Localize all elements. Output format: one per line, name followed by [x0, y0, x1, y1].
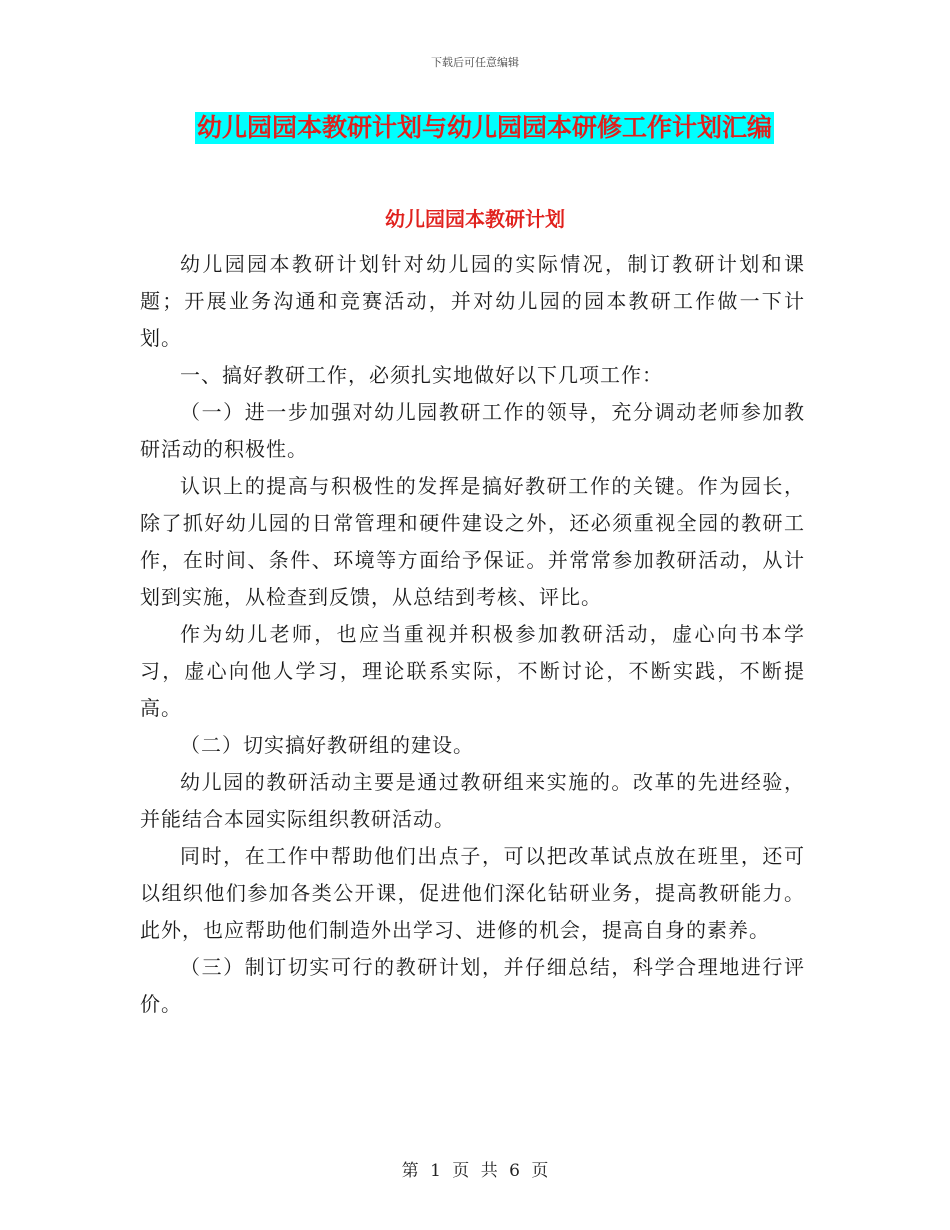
paragraph-subheading-3: （三）制订切实可行的教研计划，并仔细总结，科学合理地进行评价。: [140, 955, 805, 1016]
document-body: [140, 246, 805, 1023]
header-note: 下载后可任意编辑: [431, 56, 519, 69]
paragraph-subheading-1: （一）进一步加强对幼儿园教研工作的领导，充分调动老师参加教研活动的积极性。: [140, 400, 805, 461]
paragraph-body: 作为幼儿老师，也应当重视并积极参加教研活动，虚心向书本学习，虚心向他人学习，理论联系实际，不断讨论，不断实践，不断提高。: [140, 622, 805, 720]
paragraph-intro: 幼儿园园本教研计划针对幼儿园的实际情况，制订教研计划和课题；开展业务沟通和竞赛活动，并对幼儿园的园本教研工作做一下计划。: [140, 252, 805, 350]
paragraph-heading-1: 一、搞好教研工作，必须扎实地做好以下几项工作：: [180, 363, 663, 387]
paragraph-subheading-2: （二）切实搞好教研组的建设。: [180, 733, 474, 757]
paragraph-body: 认识上的提高与积极性的发挥是搞好教研工作的关键。作为园长，除了抓好幼儿园的日常管理和硬件建设之外，还必须重视全园的教研工作，在时间、条件、环境等方面给予保证。并常常参加教研活动，从计划到实施，从检查到反馈，从总结到考核、评比。: [140, 474, 805, 609]
section-title: 幼儿园园本教研计划: [385, 207, 565, 231]
page-number-footer: 第 1 页 共 6 页: [401, 1161, 549, 1181]
document-main-title: 幼儿园园本教研计划与幼儿园园本研修工作计划汇编: [197, 113, 773, 142]
paragraph-body: 同时，在工作中帮助他们出点子，可以把改革试点放在班里，还可以组织他们参加各类公开课，促进他们深化钻研业务，提高教研能力。此外，也应帮助他们制造外出学习、进修的机会，提高自身的素养。: [140, 844, 805, 942]
paragraph-body: 幼儿园的教研活动主要是通过教研组来实施的。改革的先进经验，并能结合本园实际组织教研活动。: [140, 770, 805, 831]
